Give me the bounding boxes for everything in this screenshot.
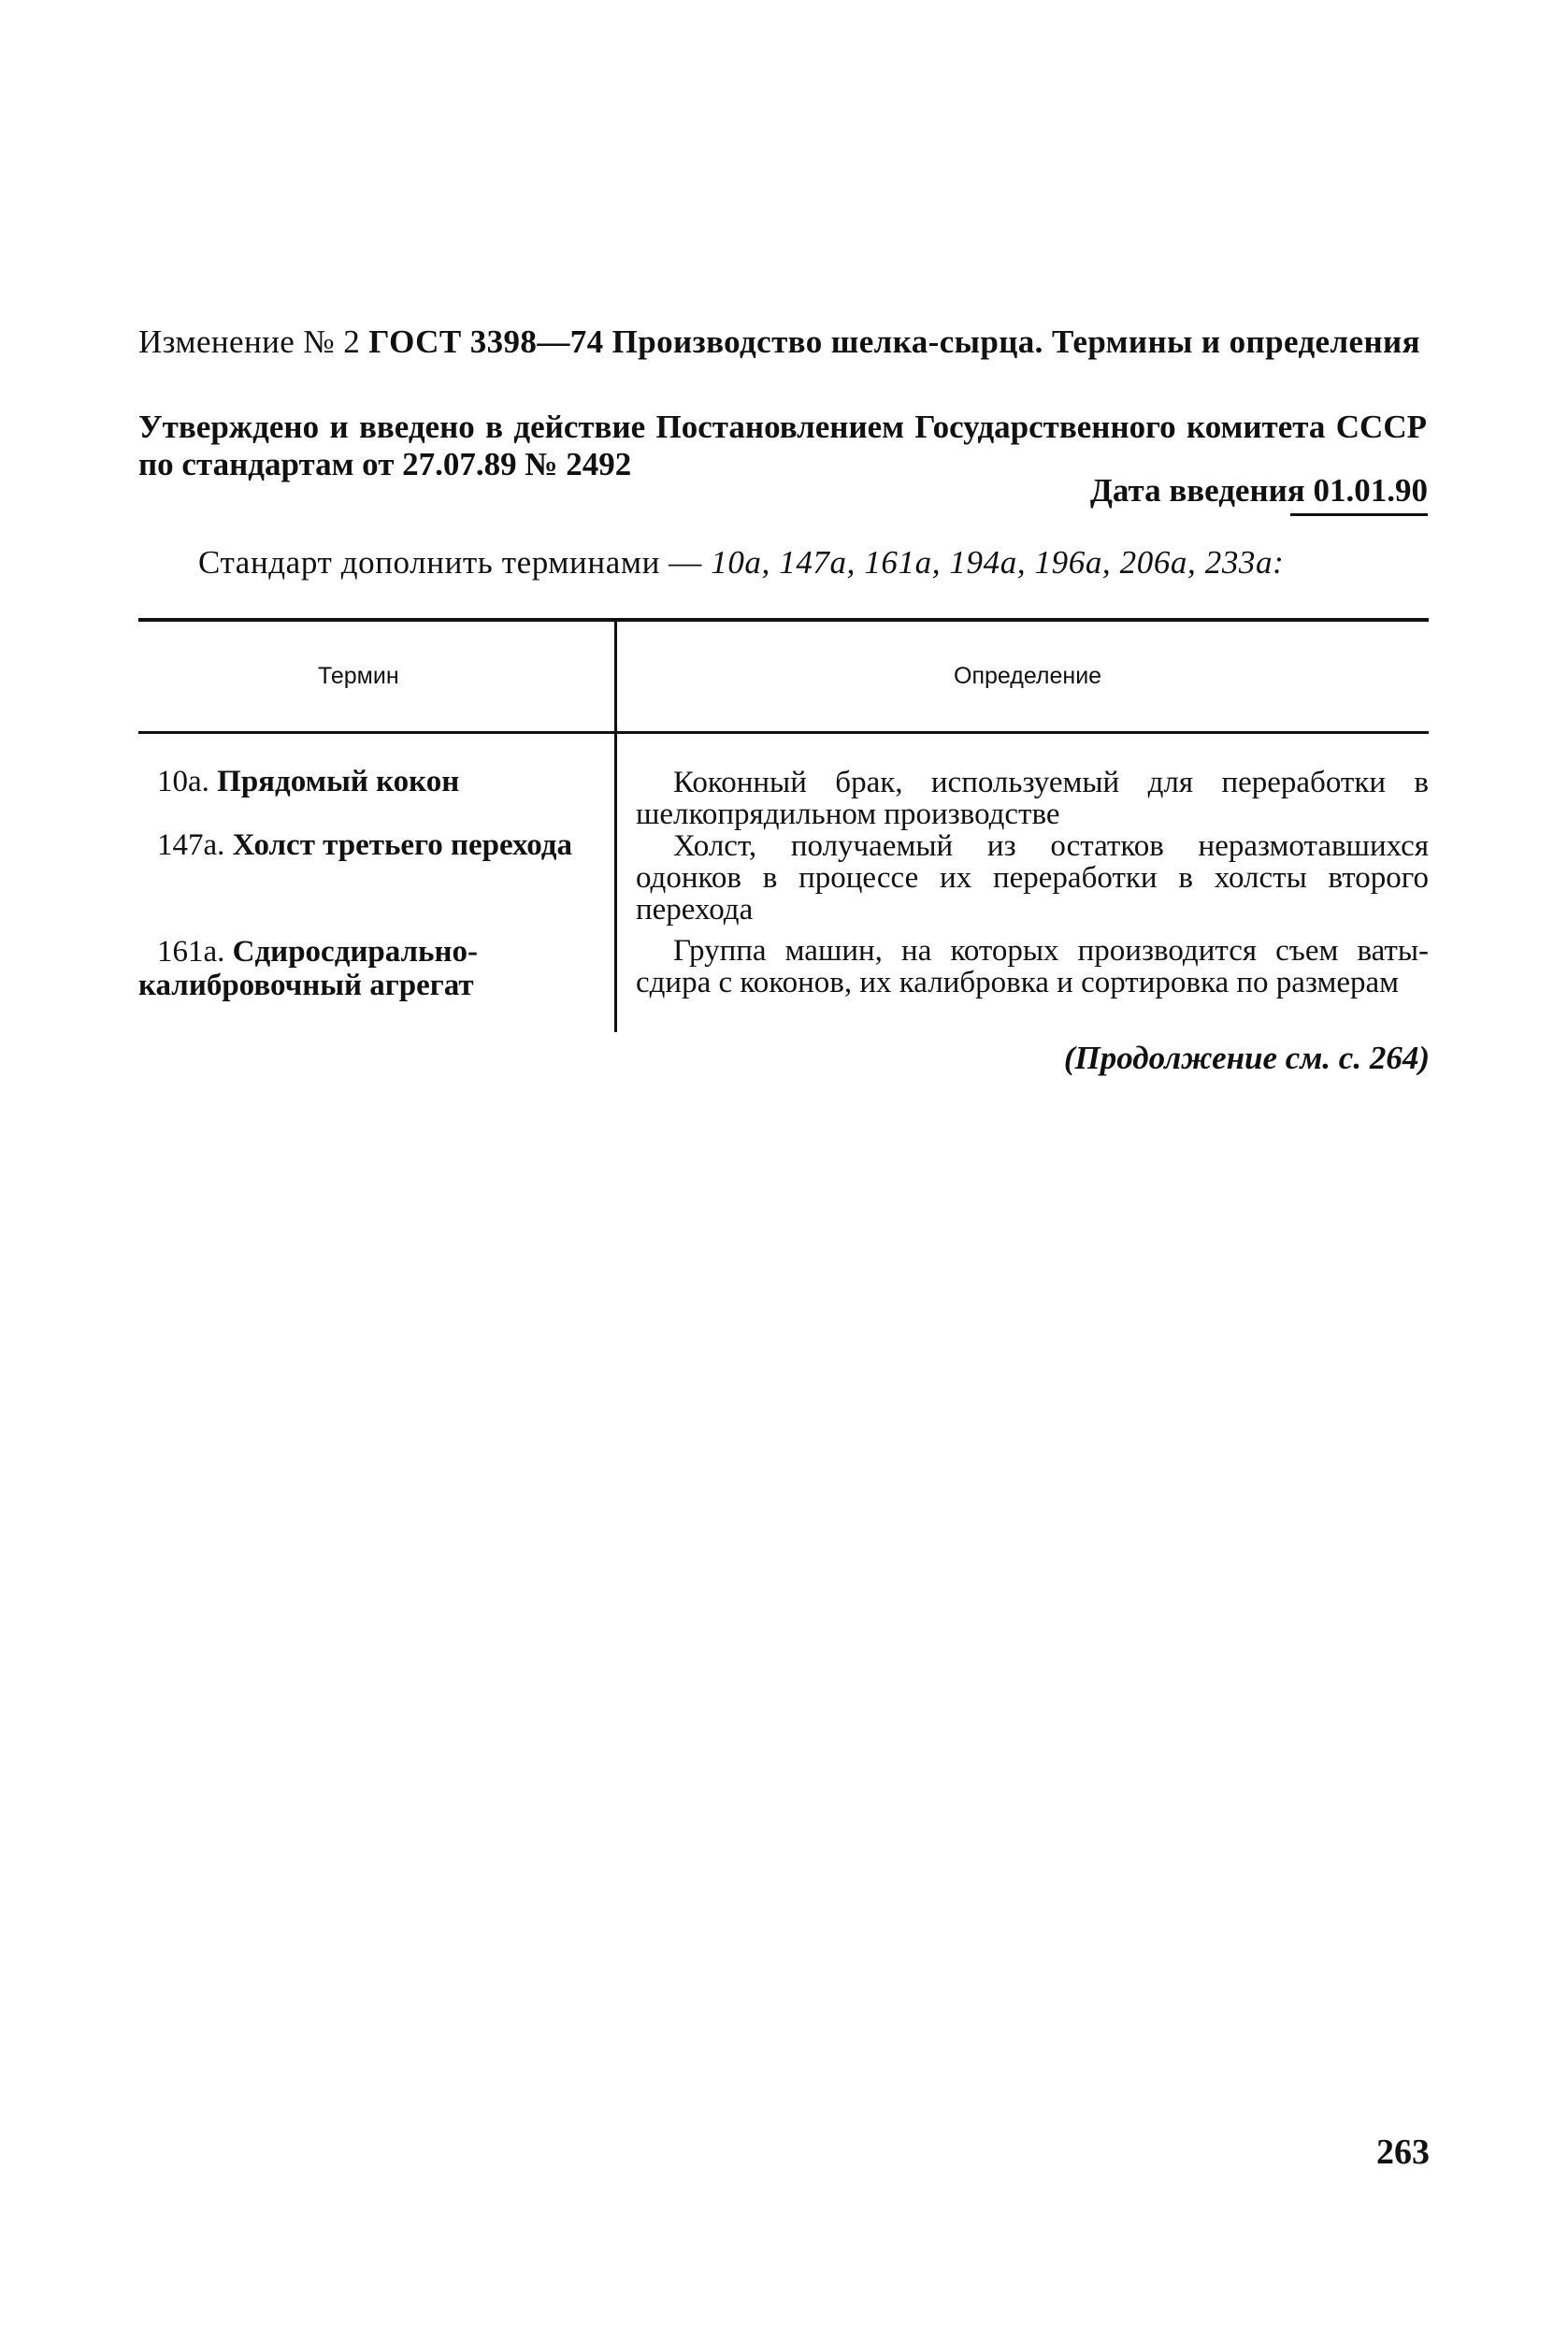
term-number: 161а.: [157, 935, 225, 969]
effective-date-label: Дата введения: [1089, 472, 1314, 509]
intro-text: Стандарт дополнить терминами —: [198, 544, 712, 581]
intro-line: [198, 544, 1284, 582]
term-name: Сдиросдирально-калибровочный агрегат: [138, 935, 479, 1002]
term-name: Холст третьего перехода: [232, 828, 572, 862]
table-row-definition: Группа машин, на которых производится съем ваты-сдира с коконов, их калибровка и сортировка по размерам: [636, 934, 1429, 999]
table-top-rule: [138, 618, 1429, 622]
effective-date-value: 01.01.90: [1313, 472, 1428, 509]
table-column-divider: [614, 621, 617, 1032]
effective-date: [1090, 472, 1428, 510]
table-row-term: [157, 765, 606, 798]
change-prefix: Изменение № 2: [138, 323, 369, 360]
column-header-term: Термин: [318, 663, 399, 689]
continuation-note: (Продолжение см. с. 264): [1063, 1040, 1430, 1076]
table-row-term: [138, 935, 587, 1002]
change-title: ГОСТ 3398—74 Производство шелка-сырца. Термины и определения: [368, 323, 1420, 360]
table-row-definition: Коконный брак, используемый для переработки в шелкопрядильном производстве: [636, 766, 1429, 831]
intro-terms-list: 10а, 147а, 161а, 194а, 196а, 206а, 233а:: [711, 544, 1285, 581]
table-row-definition: Холст, получаемый из остатков неразмотавшихся одонков в процессе их переработки в холсты второго перехода: [636, 829, 1429, 927]
column-header-definition: Определение: [954, 663, 1102, 689]
change-heading: [138, 323, 1427, 361]
table-header-rule: [138, 731, 1429, 734]
term-number: 147а.: [157, 828, 225, 862]
page-number: 263: [1376, 2133, 1430, 2172]
date-underline: [1290, 513, 1428, 516]
term-number: 10а.: [157, 765, 209, 798]
term-name: Прядомый кокон: [217, 765, 460, 798]
approval-statement: Утверждено и введено в действие Постановлением Государственного комитета СССР по стандартам от 27.07.89 № 2492: [138, 409, 1427, 482]
table-row-term: [138, 828, 587, 862]
